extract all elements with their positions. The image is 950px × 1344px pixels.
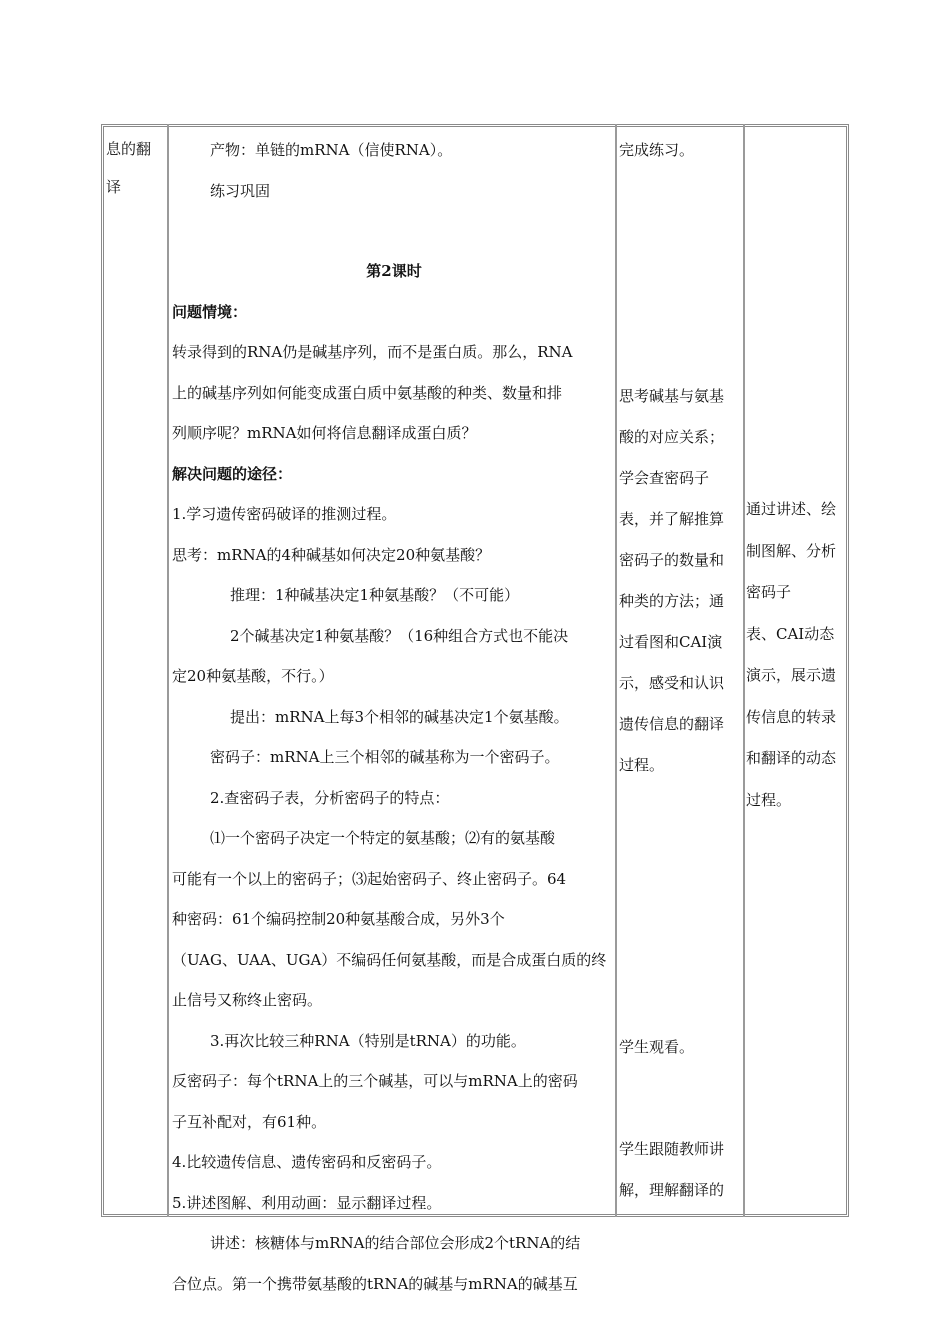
content-line: 列顺序呢？mRNA如何将信息翻译成蛋白质？ <box>172 424 477 442</box>
section-name-line: 译 <box>106 178 122 196</box>
content-line: 思考：mRNA的4种碱基如何决定20种氨基酸？ <box>172 545 491 564</box>
content-line: 定20种氨基酸，不行。） <box>172 667 334 685</box>
section-name-line: 息的翻 <box>106 140 152 158</box>
student-activity-cell <box>619 130 743 1211</box>
content-line: 4.比较遗传信息、遗传密码和反密码子。 <box>172 1153 442 1171</box>
content-line: 转录得到的RNA仍是碱基序列，而不是蛋白质。那么，RNA <box>172 343 573 361</box>
activity-text: 学生跟随教师讲 解，理解翻译的 <box>619 1140 725 1199</box>
activity-text: 思考碱基与氨基 酸的对应关系； 学会查密码子 表，并了解推算 密码子的数量和 种类的方法；通 过看图和CAI演 示，感受和认识 遗传信息的翻译 过程。 <box>619 387 725 774</box>
content-line: 5.讲述图解、利用动画：显示翻译过程。 <box>172 1193 442 1212</box>
section-heading: 问题情境： <box>172 302 248 321</box>
content-line: 子互补配对，有61种。 <box>172 1112 327 1131</box>
section-name-cell <box>106 130 166 206</box>
content-line: （UAG、UAA、UGA）不编码任何氨基酸，而是合成蛋白质的终 <box>172 950 607 969</box>
content-line: 提出：mRNA上每3个相邻的碱基决定1个氨基酸。 <box>230 707 569 726</box>
content-line: 1.学习遗传密码破译的推测过程。 <box>172 505 397 523</box>
teaching-content-cell <box>172 130 616 1304</box>
lesson-title: 第2课时 <box>366 262 422 280</box>
content-line: 上的碱基序列如何能变成蛋白质中氨基酸的种类、数量和排 <box>172 383 563 402</box>
content-line: 推理：1种碱基决定1种氨基酸？（不可能） <box>230 586 520 604</box>
section-heading: 解决问题的途径： <box>172 464 293 483</box>
content-line: 产物：单链的mRNA（信使RNA）。 <box>210 141 453 159</box>
content-line: 止信号又称终止密码。 <box>172 991 323 1009</box>
content-line: ⑴一个密码子决定一个特定的氨基酸；⑵有的氨基酸 <box>210 829 556 847</box>
content-line: 2个碱基决定1种氨基酸？（16种组合方式也不能决 <box>230 626 569 645</box>
column-divider <box>743 124 745 1217</box>
activity-text: 学生观看。 <box>619 1038 695 1056</box>
content-line: 2.查密码子表，分析密码子的特点： <box>210 788 450 807</box>
column-divider <box>167 124 169 1217</box>
content-line: 3.再次比较三种RNA（特别是tRNA）的功能。 <box>210 1031 526 1050</box>
content-line: 可能有一个以上的密码子；⑶起始密码子、终止密码子。64 <box>172 869 567 888</box>
content-line: 练习巩固 <box>210 181 271 200</box>
content-line: 合位点。第一个携带氨基酸的tRNA的碱基与mRNA的碱基互 <box>172 1274 578 1293</box>
content-line: 反密码子：每个tRNA上的三个碱基，可以与mRNA上的密码 <box>172 1072 578 1090</box>
content-line: 密码子：mRNA上三个相邻的碱基称为一个密码子。 <box>210 748 560 766</box>
content-line: 讲述：核糖体与mRNA的结合部位会形成2个tRNA的结 <box>210 1234 581 1252</box>
design-intent-cell <box>746 489 848 821</box>
activity-text: 完成练习。 <box>619 141 695 159</box>
intent-text: 通过讲述、绘 制图解、分析 密码子 表、CAI动态 演示，展示遗 传信息的转录 和翻译的动态 过程。 <box>746 500 837 809</box>
content-line: 种密码：61个编码控制20种氨基酸合成，另外3个 <box>172 910 505 928</box>
